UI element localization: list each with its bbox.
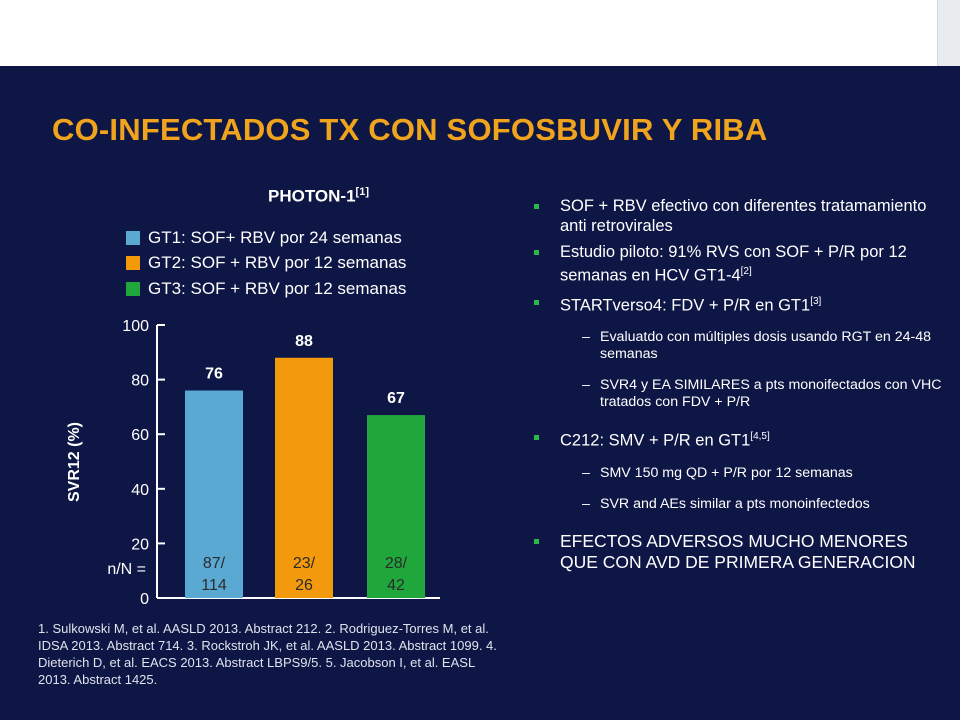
legend-label-gt3: GT3: SOF + RBV por 12 semanas <box>148 278 407 298</box>
total-label-gt1: 114 <box>201 577 227 594</box>
bullet-startverso4 <box>522 292 942 316</box>
y-tick-label-60: 60 <box>131 427 149 445</box>
n-label-gt2: 23/ <box>292 555 316 572</box>
n-label-gt1: 87/ <box>202 555 226 572</box>
y-tick-label-0: 0 <box>140 591 149 608</box>
bullet-estudio-piloto-ref: [2] <box>740 266 752 277</box>
y-tick-label-100: 100 <box>122 318 149 335</box>
n-label-gt3: 28/ <box>384 555 408 572</box>
bullet-estudio-piloto-text: Estudio piloto: 91% RVS con SOF + P/R por 12 semanas en HCV GT1-4 <box>560 243 907 285</box>
bullet-sof-rbv-text: SOF + RBV efectivo con diferentes tratamamiento anti retrovirales <box>560 197 927 235</box>
bullet-sof-rbv <box>522 196 942 236</box>
bullet-startverso4-text: STARTverso4: FDV + P/R en GT1 <box>560 296 811 314</box>
subbullet-svr4-text: SVR4 y EA SIMILARES a pts monoifectados con VHC tratados con FDV + P/R <box>600 377 942 410</box>
bullet-c212-text: C212: SMV + P/R en GT1 <box>560 431 751 450</box>
bullet-efectos-adversos-text: EFECTOS ADVERSOS MUCHO MENORES QUE CON AVD DE PRIMERA GENERACION <box>560 530 916 572</box>
data-label-gt2: 88 <box>295 332 313 350</box>
bullet-efectos-adversos <box>522 531 942 573</box>
y-tick-label-20: 20 <box>131 536 149 554</box>
subbullet-svr-aes <box>522 496 942 513</box>
subbullet-smv-text: SMV 150 mg QD + P/R por 12 semanas <box>600 464 853 481</box>
bullet-list <box>522 196 942 573</box>
subbullet-evaluatdo <box>522 329 942 363</box>
legend-label-gt1: GT1: SOF+ RBV por 24 semanas <box>148 227 402 247</box>
y-tick-label-40: 40 <box>131 481 149 499</box>
subbullet-smv <box>522 465 942 482</box>
chart-title-ref: [1] <box>355 186 369 198</box>
data-label-gt3: 67 <box>387 390 405 408</box>
y-tick-label-80: 80 <box>131 372 149 390</box>
bullet-c212 <box>522 427 942 451</box>
subbullet-svr4 <box>522 377 942 411</box>
total-label-gt3: 42 <box>387 577 405 594</box>
data-label-gt1: 76 <box>205 365 223 383</box>
total-label-gt2: 26 <box>295 577 313 594</box>
bullet-c212-ref: [4,5] <box>750 431 770 442</box>
legend-label-gt2: GT2: SOF + RBV por 12 semanas <box>148 253 407 273</box>
subbullet-svr-aes-text: SVR and AEs similar a pts monoinfectedos <box>600 495 870 512</box>
subbullet-evaluatdo-text: Evaluatdo con múltiples dosis usando RGT en 24-48 semanas <box>600 329 931 362</box>
y-axis-title: SVR12 (%) <box>66 421 83 503</box>
bullet-estudio-piloto <box>522 242 942 286</box>
slide-title: CO-INFECTADOS TX CON SOFOSBUVIR Y RIBA <box>52 112 768 147</box>
n-over-n-label: n/N = <box>107 561 146 578</box>
chart-title-text: PHOTON-1 <box>268 186 356 206</box>
references-footnote: 1. Sulkowski M, et al. AASLD 2013. Abstract 212. 2. Rodriguez-Torres M, et al. IDSA 2013. Abstract 714. 3. Rockstroh JK, et al. AASLD 2013. Abstract 1099. 4. Dieterich D, et al. EACS 2013. Abstract LBPS9/5. 5. Jacobson I, et al. EASL 2013. Abstract 1425. <box>38 621 497 687</box>
bullet-startverso4-ref: [3] <box>810 295 822 307</box>
